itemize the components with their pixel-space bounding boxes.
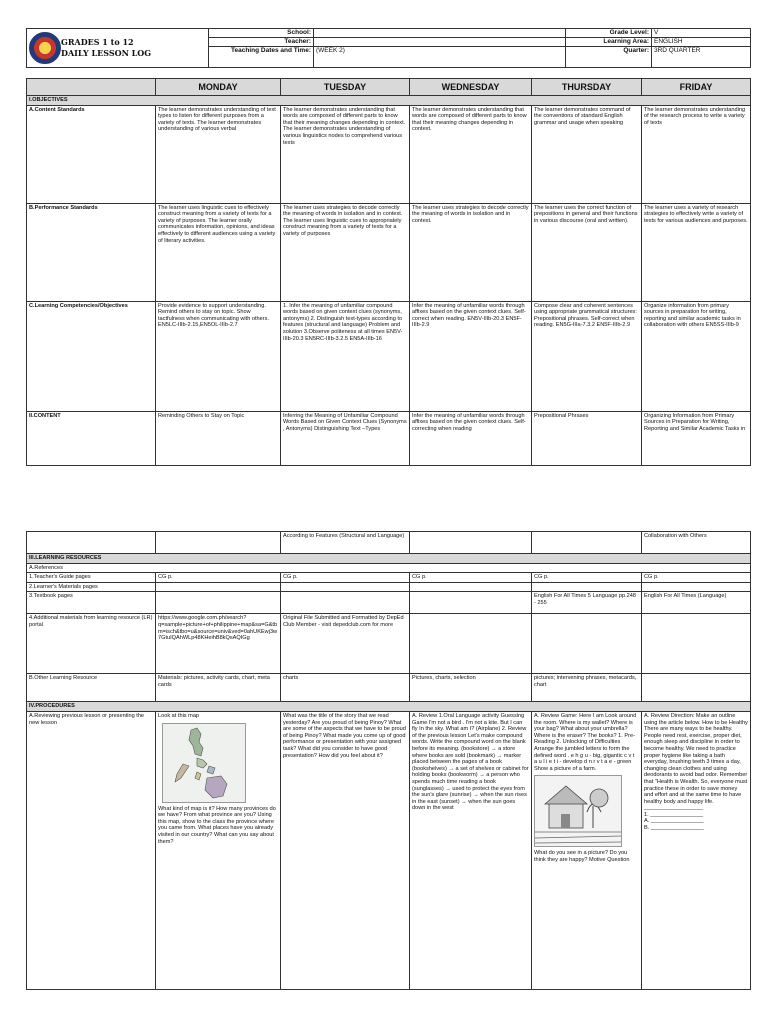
cell: Original File Submitted and Formatted by DepEd Club Member - visit depedclub.com for more [281, 614, 410, 674]
page-two [26, 531, 750, 990]
dates-label: Teaching Dates and Time: [209, 47, 314, 68]
cell [532, 614, 642, 674]
deped-seal-icon [29, 32, 61, 64]
cell: The learner demonstrates command of the conventions of standard English grammar and usage when speaking [532, 105, 642, 203]
cell: Prepositional Phrases [532, 411, 642, 465]
row-label-reviewing: A.Reviewing previous lesson or presenting the new lesson [27, 711, 156, 989]
cell: pictures; intervening phrases, metacards, chart [532, 674, 642, 702]
day-header-tuesday: TUESDAY [281, 79, 410, 96]
cell: The learner demonstrates understanding that words are composed of different parts to know that their meaning changes depending in context. The learner demonstrates understanding of various linguistics nodes to comprehend various texts [281, 105, 410, 203]
map-icon [163, 724, 245, 802]
resources-table [26, 531, 751, 990]
row-label-competencies: C.Learning Competencies/Objectives [27, 301, 156, 411]
cell [281, 582, 410, 592]
cell: Materials: pictures, activity cards, chart, meta cards [156, 674, 281, 702]
teacher-field[interactable] [314, 38, 566, 47]
week-value: (WEEK 2) [314, 47, 566, 68]
logo-cell [27, 29, 209, 68]
row-label-textbook: 3.Textbook pages [27, 592, 156, 614]
cell [281, 592, 410, 614]
cell [532, 582, 642, 592]
friday-review: A. Review Direction: Make an outline using the article below. How to be Healthy There are many ways to be healthy. People need rest, exercise, proper diet, enough sleep and discipline in order to become healthy. We need to practice proper hygiene like taking a bath everyday, brushing teeth 3 times a day, changing clean clothes and using deodorants to avoid bad odor. Remember that "Health is Wealth. So, everyone must practice these in order to save money and effort and at the same time to have healthy body and happy life. [644, 712, 748, 805]
monday-procedure-cell [156, 711, 281, 989]
outline-line-1: 1. _________________ [644, 811, 704, 818]
cell: English For All Times (Language) [642, 592, 751, 614]
cell: Reminding Others to Stay on Topic [156, 411, 281, 465]
thursday-questions: What do you see in a picture? Do you think they are happy? Motive Question [534, 850, 630, 863]
row-label-content: II.CONTENT [27, 411, 156, 465]
teacher-label: Teacher: [209, 38, 314, 47]
row-label-content-standards: A.Content Standards [27, 105, 156, 203]
monday-questions: What kind of map is it? How many provinces do we have? From what province are you? Using this map, show to the class the province where you came from. What places have you already visited in our country? What can you say about them? [158, 805, 276, 845]
cell: 1. Infer the meaning of unfamiliar compound words based on given context clues (synonyms, antonyms) 2. Distinguish text-types according to features (structural and language) Problem and solution 3.Observe politeness at all times EN5V-IIIb-20.3 EN5RC-IIIb-3.2.5 EN5A-IIIb-16 [281, 301, 410, 411]
cell: Organize information from primary sources in preparation for writing, reporting and similar academic tasks in collaboration with others EN5SS-IIIb-9 [642, 301, 751, 411]
cell [410, 582, 532, 592]
cell: Provide evidence to support understanding. Remind others to stay on topic. Show tactfulness when communicating with others. EN5LC-IIIb-2.15,EN5OL-IIIb-2.7 [156, 301, 281, 411]
row-label-other-resources: B.Other Learning Resource [27, 674, 156, 702]
cell: The learner uses the correct function of prepositions in general and their functions in various discourse (oral and written). [532, 203, 642, 301]
school-field[interactable] [314, 29, 566, 38]
learning-area-label: Learning Area: [566, 38, 652, 47]
farm-icon [535, 776, 621, 846]
cell: The learner uses strategies to decode correctly the meaning of words in isolation and in context. The learner uses linguistic cues to appropriately construct meaning from a variety of texts for a variety of purposes [281, 203, 410, 301]
outline-line-0: ___________________ [644, 805, 704, 812]
cell: Infer the meaning of unfamiliar words through affixes based on the given context clues. Self- correcting when reading [410, 411, 532, 465]
row-label-learners-materials: 2.Learner's Materials pages [27, 582, 156, 592]
cell: The learner demonstrates understanding of text types to listen for different purposes from a variety of texts. The learner demonstrates understanding of various verbal [156, 105, 281, 203]
cell: CG p. [281, 573, 410, 583]
resources-section: III.LEARNING RESOURCES [27, 554, 751, 564]
procedures-section: IV.PROCEDURES [27, 702, 751, 712]
cell: Organizing Information from Primary Sources in Preparation for Writing, Reporting and Similar Academic Tasks in [642, 411, 751, 465]
cell: charts [281, 674, 410, 702]
quarter-value: 3RD QUARTER [652, 47, 751, 68]
day-header-monday: MONDAY [156, 79, 281, 96]
logo-subtitle: DAILY LESSON LOG [61, 48, 152, 58]
cell: CG p. [642, 573, 751, 583]
thursday-procedure-cell [532, 711, 642, 989]
cell: The learner demonstrates understanding that words are composed of different parts to know that their meaning changes depending in context. [410, 105, 532, 203]
cell: Collaboration with Others [642, 532, 751, 554]
header-table [26, 28, 751, 68]
cell: CG p. [156, 573, 281, 583]
cell [410, 614, 532, 674]
cell [410, 592, 532, 614]
wednesday-procedure: A. Review 1.Oral Language activity Guessing Game I'm not a bird . I'm not a kite. But I can fly In the sky. What am I? (Airplane) 2. Review of the previous lesson Let's make compound words. Write the compound word on the blank before its meaning. (bookstore) → a store where books are sold (bookmark) → marker placed between the pages of a book (bookshelves) → a set of shelves or cabinet for holding books (bookworm) → a person who spends much time reading a book (sunglasses) → used to protect the eyes from the sun's glare (sunrise) → when the sun rises in the east (sunset) → when the sun goes down in the west [410, 711, 532, 989]
resource-link[interactable]: https://www.google.com.ph/search?q=sample+picture+of+philippine+map&sa=G&tbm=isch&tbo=u&source=univ&ved=0ahUKEwj3w7GtuIQAhWLp48KHeihB8kQsAQIGg [156, 614, 281, 674]
day-header-thursday: THURSDAY [532, 79, 642, 96]
cell [642, 614, 751, 674]
cell: The learner uses strategies to decode correctly the meaning of words in isolation and in context. [410, 203, 532, 301]
cell [410, 532, 532, 554]
cell: CG p. [532, 573, 642, 583]
day-header-wednesday: WEDNESDAY [410, 79, 532, 96]
cell [156, 592, 281, 614]
philippine-map-image [162, 723, 246, 803]
quarter-label: Quarter: [566, 47, 652, 68]
cell [156, 532, 281, 554]
friday-procedure-cell [642, 711, 751, 989]
cell [27, 532, 156, 554]
cell: According to Features (Structural and Language) [281, 532, 410, 554]
cell: Inferring the Meaning of Unfamiliar Compound Words Based on Given Context Clues (Synonyms , Antonyms) Distinguishing Text –Types [281, 411, 410, 465]
farm-picture [534, 775, 622, 847]
grade-level-label: Grade Level: [566, 29, 652, 38]
outline-line-2: A. _________________ [644, 818, 704, 825]
cell [642, 674, 751, 702]
thursday-review: A. Review Game: Here I am Look around the room. Where is my wallet? Where is your bag? What about your umbrella? Where is the eraser? The books? 1. Pre-Reading 2. Unlocking of Difficulties Arrange the jumbled letters to form the defined word . e h g u - big, gigantic c v t a u l i e t i - develop d n r v t a e - green Show a picture of a farm. [534, 712, 637, 772]
cell: The learner uses linguistic cues to effectively construct meaning from a variety of texts for a variety of purposes. The learner orally communicates information, opinions, and ideas effectively to different audiences using a variety of literary activities. [156, 203, 281, 301]
cell [156, 582, 281, 592]
day-header-blank [27, 79, 156, 96]
grade-level-value: V [652, 29, 751, 38]
cell: The learner demonstrates understanding of the research process to write a variety of texts [642, 105, 751, 203]
tuesday-procedure: What was the title of the story that we read yesterday? Are you proud of being Pinoy? What are some of the aspects that we have to be proud of being Pinoy? What made you come up of good performance or presentation with your assigned task? What did you consider to have good presentation? How did you feel about it? [281, 711, 410, 989]
day-header-friday: FRIDAY [642, 79, 751, 96]
cell: Compose clear and coherent sentences using appropriate grammatical structures: Prepositional phrases. Self-correct when reading. EN5G-IIIa-7.3.2 EN5F-IIIb-2.9 [532, 301, 642, 411]
monday-intro: Look at this map [158, 712, 200, 719]
cell: English For All Times 5 Language pp.248 - 255 [532, 592, 642, 614]
cell: CG p. [410, 573, 532, 583]
cell: The learner uses a variety of research strategies to effectively write a variety of texts for various audiences and purposes. [642, 203, 751, 301]
cell [642, 582, 751, 592]
outline-line-3: B. _________________ [644, 825, 704, 832]
cell [532, 532, 642, 554]
objectives-table [26, 78, 751, 466]
school-label: School: [209, 29, 314, 38]
row-label-performance-standards: B.Performance Standards [27, 203, 156, 301]
cell: Pictures, charts, selection [410, 674, 532, 702]
row-label-additional-materials: 4.Additional materials from learning resource (LR) portal [27, 614, 156, 674]
learning-area-value: ENGLISH [652, 38, 751, 47]
page-one [26, 28, 750, 466]
cell: Infer the meaning of unfamiliar words through affixes based on the given context clues. Self-correct when reading. EN5V-IIIb-20.3 EN5F-IIIb-2.9 [410, 301, 532, 411]
references-label: A.References [27, 563, 751, 573]
objectives-section: I.OBJECTIVES [27, 96, 751, 106]
logo-title: GRADES 1 to 12 [61, 37, 134, 47]
row-label-teachers-guide: 1.Teacher's Guide pages [27, 573, 156, 583]
